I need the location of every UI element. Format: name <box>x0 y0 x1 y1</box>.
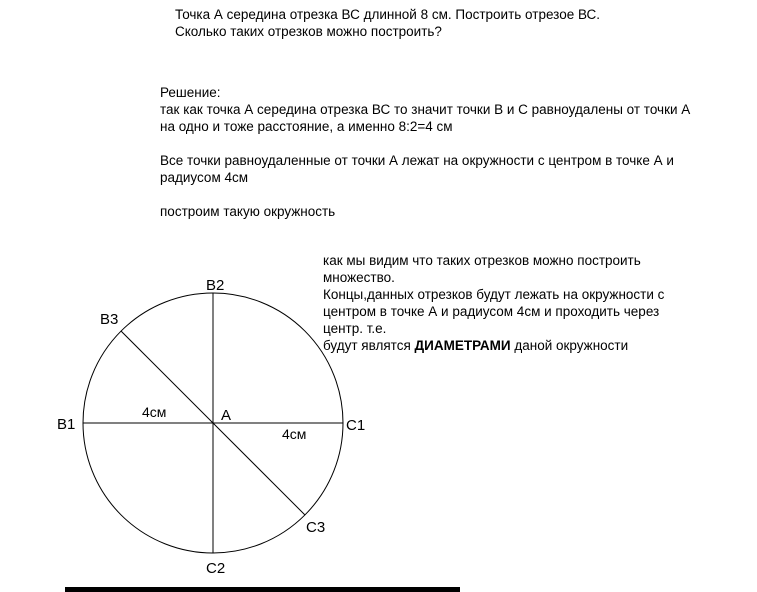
problem-line-1: Точка А середина отрезка ВС длинной 8 см. Построить отрезое ВС. <box>175 7 601 22</box>
solution-heading: Решение: <box>160 85 221 100</box>
conclusion-line-3: Концы,данных отрезков будут лежать на окружности с <box>323 287 665 302</box>
conclusion-line-1: как мы видим что таких отрезков можно построить <box>323 253 641 268</box>
conclusion-line-6-emphasis: ДИАМЕТРАМИ <box>414 338 511 353</box>
label-radius-right: 4см <box>282 426 307 442</box>
solution-line-3: Все точки равноудаленные от точки А лежат на окружности с центром в точке А и <box>160 153 674 168</box>
problem-line-2: Сколько таких отрезков можно построить? <box>175 24 442 39</box>
conclusion-line-4: центром в точке А и радиусом 4см и проходить через <box>323 304 660 319</box>
solution-line-4: радиусом 4см <box>160 170 249 185</box>
label-c1: C1 <box>346 417 366 434</box>
label-c3: C3 <box>306 519 326 536</box>
conclusion-line-2: множество. <box>323 270 395 285</box>
label-b1: B1 <box>57 416 76 433</box>
conclusion-line-5: центр. т.е. <box>323 321 387 336</box>
label-center-a: A <box>221 407 232 424</box>
conclusion-line-6-post: даной окружности <box>510 338 629 353</box>
label-b3: B3 <box>100 311 119 328</box>
bottom-edge-bar <box>65 587 460 592</box>
label-radius-left: 4см <box>142 404 167 420</box>
solution-line-1: так как точка А середина отрезка ВС то значит точки В и С равноудалены от точки А <box>160 102 691 117</box>
label-b2: B2 <box>206 277 225 294</box>
solution-line-5: построим такую окружность <box>160 204 336 219</box>
solution-line-2: на одно и тоже расстояние, а именно 8:2=4 см <box>160 119 453 134</box>
conclusion-line-6-pre: будут являтся <box>323 338 415 353</box>
label-c2: C2 <box>206 560 226 577</box>
